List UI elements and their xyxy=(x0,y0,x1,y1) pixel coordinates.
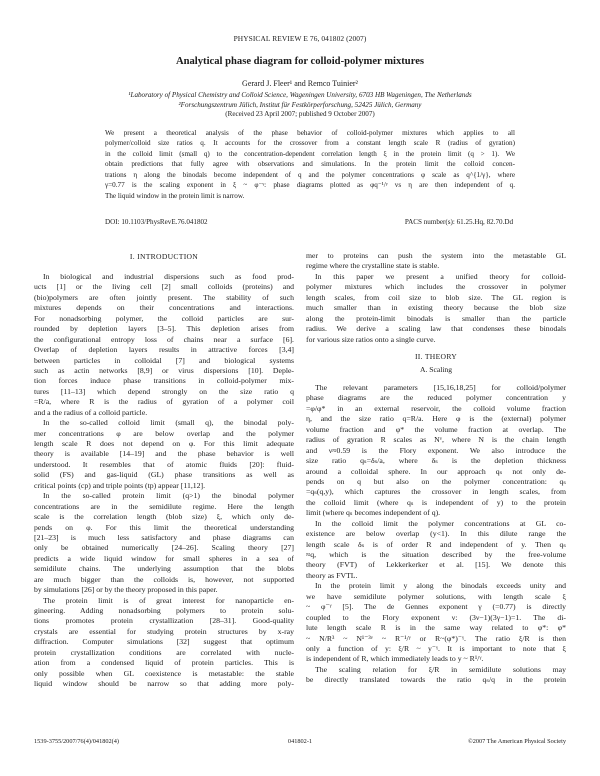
text-line: =qₛ(q,y), which captures the crossover in length scales, from xyxy=(306,487,566,497)
text-line: pends on φ. For this limit the theoretical understanding xyxy=(34,522,294,532)
text-line: protein crystallization conditions are correlated with nucle- xyxy=(34,647,294,657)
text-line: we have semidilute polymer solutions, with length scale ξ xyxy=(306,591,566,601)
text-line: liquid window should be narrow so that adding more poly- xyxy=(34,679,294,689)
text-line: ~ φ⁻ᵞ [5]. The de Gennes exponent γ (=0.77) is directly xyxy=(306,602,566,612)
text-line: ucts [1] or the living cell [2] small colloids (proteins) and xyxy=(34,282,294,292)
text-line: crystals are essential for studying protein structures by x-ray xyxy=(34,626,294,636)
text-line: only possible when GL coexistence is metastable: the stable xyxy=(34,668,294,678)
text-line: In the so-called colloid limit (small q), the binodal poly- xyxy=(43,418,294,428)
text-line: coupled to the Flory exponent ν: (3ν−1)(3γ−1)=1. The di- xyxy=(306,612,566,622)
right-column-top xyxy=(306,251,566,345)
text-line: understood. It resembles that of atomic fluids [20]: fluid- xyxy=(34,459,294,469)
text-line: The relevant parameters [15,16,18,25] for colloid/polymer xyxy=(315,383,566,392)
abstract-line: trations η along the binodals become independent of q and the polymer concentrations φ scale as q^{1/γ}, where xyxy=(105,170,515,179)
text-line: by simulations [26] or by the theory proposed in this paper. xyxy=(34,585,218,595)
text-line: tion forces induce phase transitions in colloid-polymer mix- xyxy=(34,376,294,386)
text-line: regime where the crystalline state is stable. xyxy=(306,261,440,271)
text-line: [21–23] is much less satisfactory and phase diagrams can xyxy=(34,532,294,542)
text-line: η, and the size ratio q=R/a. Here φ is the (external) polymer xyxy=(306,414,566,424)
section-heading-introduction: I. INTRODUCTION xyxy=(129,252,199,261)
text-line: The scaling relation for ξ/R in semidilute solutions may xyxy=(315,664,566,674)
text-line: solid (FS) and gas-liquid (GL) phase transitions as well as xyxy=(34,470,294,480)
text-line: lute length scale R is in the same way related to φ*: φ* xyxy=(306,623,566,633)
text-line: volume fraction and φ* the volume fraction at overlap. The xyxy=(306,424,566,434)
text-line: In biological and industrial dispersions such as food prod- xyxy=(43,272,294,281)
text-line: In this paper we present a unified theory for colloid- xyxy=(315,271,566,281)
text-line: around a colloidal sphere. In our approach qₛ not only de- xyxy=(306,466,566,476)
affiliation-2: ²Forschungszentrum Jülich, Institut für Festkörperforschung, 52425 Jülich, Germany xyxy=(178,101,422,109)
text-line: between particles in colloidal [7] and biological systems xyxy=(34,355,294,365)
text-line: concentrations are in the semidilute regime. Here the length xyxy=(34,501,294,511)
text-line: tions promotes protein crystallization [28–31]. Good-quality xyxy=(34,616,294,626)
text-line: length scale δₛ is of order R and independent of y. Then qₛ xyxy=(306,539,566,549)
text-line: be directly translated towards the ratio qₛ/q in the protein xyxy=(306,675,566,685)
abstract xyxy=(105,128,515,201)
text-line: (bio)polymers are often jointly present. The stability of such xyxy=(34,292,294,302)
text-line: predicts a wide liquid window for small spheres in a sea of xyxy=(34,553,294,563)
text-line: In the so-called protein limit (q>1) the binodal polymer xyxy=(43,491,294,501)
text-line: for various size ratios onto a single curve. xyxy=(306,334,436,344)
text-line: Overlap of depletion layers results in attractive forces [3,4] xyxy=(34,345,294,355)
subsection-heading-scaling: A. Scaling xyxy=(419,365,453,374)
abstract-line: γ=0.77 is the scaling exponent in ξ ~ φ⁻ᵞ: phase diagrams plotted as φq⁻¹/ᵞ vs η are then independent of q. xyxy=(105,181,515,190)
right-column-bottom xyxy=(306,383,566,686)
text-line: ation from a condensed liquid of protein particles. This is xyxy=(34,658,294,668)
footer-copyright: ©2007 The American Physical Society xyxy=(467,738,566,745)
text-line: =R/a, where R is the radius of gyration of a polymer coil xyxy=(34,397,294,407)
text-line: along the protein-limit binodals is smaller than the particle xyxy=(306,313,566,323)
section-heading-theory: II. THEORY xyxy=(414,352,458,361)
text-line: are much bigger than the colloids is, however, not supported xyxy=(34,574,294,584)
text-line: size ratio qₛ=δₛ/a, where δₛ is the depletion thickness xyxy=(306,456,566,466)
text-line: and a the radius of a colloid particle. xyxy=(34,407,148,417)
abstract-line: obtain predictions that fully agree with observations and simulations. In the protein limit the colloid concen- xyxy=(105,160,515,169)
abstract-line: The liquid window in the protein limit is narrow. xyxy=(105,191,245,200)
text-line: critical points (cp) and triple points (tp) appear [11,12]. xyxy=(34,480,206,490)
text-line: mer concentrations φ are below overlap and the polymer xyxy=(34,428,294,438)
text-line: ~ N/R³ ~ N¹⁻³ᵛ ~ R⁻¹/ᵞ or R~(φ*)⁻ᵞ. The ratio ξ/R is then xyxy=(306,633,566,643)
text-line: theory (FVT) of Lekkerkerker et al. [15]. We denote this xyxy=(306,560,566,570)
text-line: the colloid limit (where qₛ is independent of y) to the protein xyxy=(306,497,566,507)
text-line: only be obtained numerically [24–26]. Scaling theory [27] xyxy=(34,543,294,553)
pacs-numbers: PACS number(s): 61.25.Hq, 82.70.Dd xyxy=(404,218,513,226)
text-line: is independent of R, which immediately leads to y ~ R¹/ᵞ. xyxy=(306,654,484,664)
text-line: diffraction. Computer simulations [32] suggest that optimum xyxy=(34,637,294,647)
text-line: polymer mixtures which includes the crossover in polymer xyxy=(306,282,566,292)
text-line: radius. We derive a scaling law that condenses these binodals xyxy=(306,324,566,334)
text-line: theory as FVTL. xyxy=(306,570,358,580)
affiliation-1: ¹Laboratory of Physical Chemistry and Colloid Science, Wageningen University, 6703 HB Wageningen, The Netherlands xyxy=(128,91,472,99)
text-line: mer to proteins can push the system into the metastable GL xyxy=(306,251,566,260)
text-line: phase diagrams are the reduced polymer concentration y xyxy=(306,393,566,403)
text-line: limit (where qₛ becomes independent of q). xyxy=(306,508,441,518)
text-line: semidilute chains. The underlying assumption that the blobs xyxy=(34,564,294,574)
text-line: theory is available [14–19] and the phase behavior is well xyxy=(34,449,294,459)
text-line: In the colloid limit the polymer concentrations at GL co- xyxy=(315,518,566,528)
abstract-line: We present a theoretical analysis of the phase behavior of colloid-polymer mixtures which applies to all xyxy=(105,129,515,137)
doi-link[interactable]: DOI: 10.1103/PhysRevE.76.041802 xyxy=(105,218,208,226)
received-dates: (Received 23 April 2007; published 9 October 2007) xyxy=(225,110,375,118)
text-line: For nonadsorbing polymer, the colloid particles are sur- xyxy=(34,313,294,323)
text-line: ≈q, which is the situation described by the free-volume xyxy=(306,550,566,559)
text-line: =φ/φ* in an external reservoir, the colloid volume fraction xyxy=(306,403,566,413)
footer-page-number: 041802-1 xyxy=(287,738,313,745)
text-line: The protein limit is of great interest for nanoparticle en- xyxy=(43,595,294,605)
text-line: tures [11–13] which depend strongly on the size ratio q xyxy=(34,386,294,396)
article-title: Analytical phase diagram for colloid-polymer mixtures xyxy=(175,56,425,67)
text-line: radius of gyration R scales as Nᵛ, where N is the chain length xyxy=(306,435,566,445)
left-column xyxy=(34,272,294,690)
text-line: In the protein limit y along the binodals exceeds unity and xyxy=(315,581,566,591)
running-head: PHYSICAL REVIEW E 76, 041802 (2007) xyxy=(233,34,367,43)
text-line: the configurational entropy loss of chains near a surface [6]. xyxy=(34,334,294,344)
text-line: only a function of y: ξ/R ~ y⁻ᵞ. It is important to note that ξ xyxy=(306,643,566,653)
authors: Gerard J. Fleer¹ and Remco Tuinier² xyxy=(242,79,358,88)
text-line: rounded by depletion layers [3–5]. This depletion arises from xyxy=(34,324,294,334)
text-line: pends on q but also on the polymer concentration: qₛ xyxy=(306,476,566,486)
text-line: much smaller than in existing theory because the blob size xyxy=(306,303,566,313)
abstract-line: polymer/colloid size ratios q. It accounts for the crossover from a constant length scale R (radius of gyration) xyxy=(105,139,515,148)
footer-issn: 1539-3755/2007/76(4)/041802(4) xyxy=(34,738,119,745)
text-line: length scales, from coil size to blob size. The GL region is xyxy=(306,292,566,302)
text-line: such as actin networks [8,9] or virus dispersions [10]. Deple- xyxy=(34,365,294,375)
abstract-line: in the colloid limit (small q) to the concentration-dependent correlation length ξ in the protein limit (q > 1). We xyxy=(105,149,515,158)
text-line: and ν≈0.59 is the Flory exponent. We also introduce the xyxy=(306,445,566,455)
text-line: existence are below overlap (y<1). In this dilute range the xyxy=(306,529,566,539)
text-line: gineering. Adding nonadsorbing polymers to protein solu- xyxy=(34,606,294,615)
text-line: scale is the correlation length (blob size) ξ, which only de- xyxy=(34,512,294,522)
text-line: mixtures depends on their concentrations and interactions. xyxy=(34,303,294,313)
text-line: length scale R does not depend on φ. For this limit adequate xyxy=(34,439,294,448)
